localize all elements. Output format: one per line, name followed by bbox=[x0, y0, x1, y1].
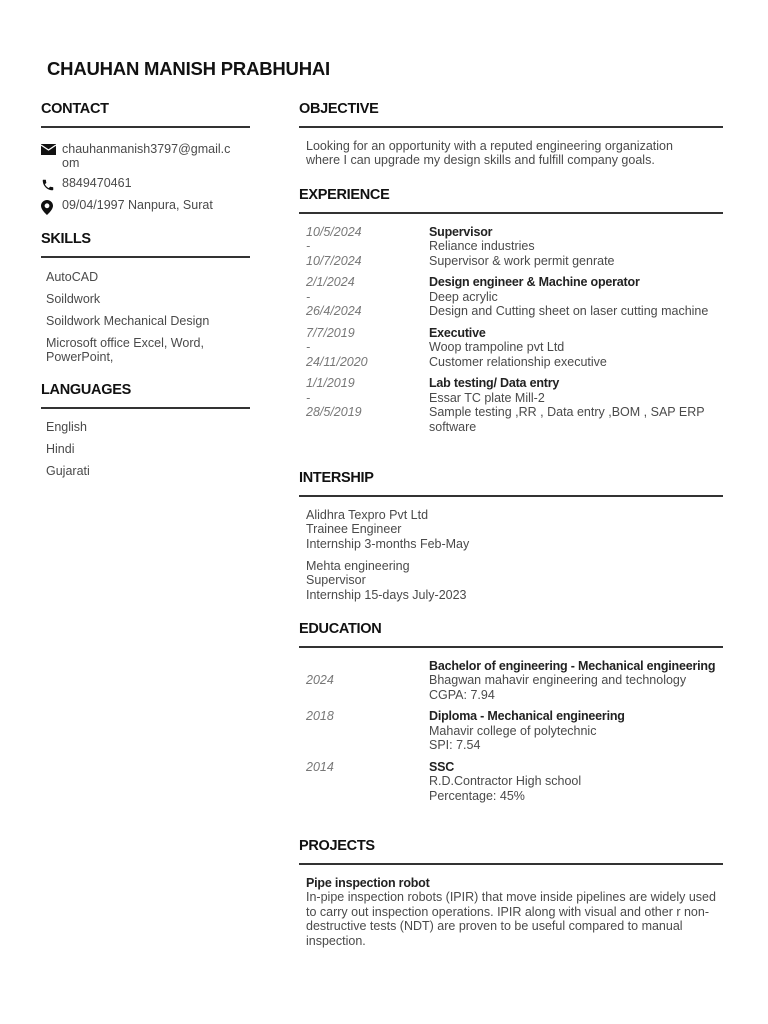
contact-section bbox=[41, 101, 250, 220]
degree: SSC bbox=[429, 759, 455, 774]
job-description: Customer relationship executive bbox=[429, 354, 607, 369]
skills-heading: SKILLS bbox=[41, 231, 91, 247]
school: Bhagwan mahavir engineering and technology bbox=[429, 673, 687, 687]
score: CGPA: 7.94 bbox=[429, 687, 495, 702]
divider bbox=[299, 495, 723, 497]
address: 09/04/1997 Nanpura, Surat bbox=[62, 197, 213, 212]
internship-heading: INTERSHIP bbox=[299, 470, 374, 486]
project-entry bbox=[299, 876, 719, 949]
school: R.D.Contractor High school bbox=[429, 774, 582, 788]
divider bbox=[299, 212, 723, 214]
location-pin-icon bbox=[41, 198, 62, 215]
phone-row bbox=[41, 176, 250, 192]
internship-entry bbox=[299, 559, 723, 603]
phone-number: 8849470461 bbox=[62, 176, 132, 190]
objective-heading: OBJECTIVE bbox=[299, 101, 379, 117]
objective-section bbox=[299, 101, 723, 168]
score: SPI: 7.54 bbox=[429, 738, 481, 752]
education-year: 2014 bbox=[306, 759, 334, 774]
divider bbox=[299, 863, 723, 865]
company: Deep acrylic bbox=[429, 289, 498, 304]
job-title: Supervisor bbox=[429, 224, 493, 239]
date-separator: - bbox=[306, 390, 311, 405]
job-title: Executive bbox=[429, 325, 486, 340]
envelope-icon bbox=[41, 142, 62, 155]
internship-company: Alidhra Texpro Pvt Ltd bbox=[306, 507, 429, 522]
candidate-name: CHAUHAN MANISH PRABHUHAI bbox=[47, 58, 330, 79]
job-description: Supervisor & work permit genrate bbox=[429, 253, 615, 268]
internship-role: Trainee Engineer bbox=[306, 522, 402, 536]
degree: Diploma - Mechanical engineering bbox=[429, 709, 625, 723]
start-date: 1/1/2019 bbox=[306, 376, 355, 390]
divider bbox=[41, 256, 250, 258]
internship-period: Internship 15-days July-2023 bbox=[306, 587, 467, 602]
job-description: Sample testing ,RR , Data entry ,BOM , SAP ERP software bbox=[429, 405, 705, 434]
contact-heading: CONTACT bbox=[41, 101, 109, 117]
languages-heading: LANGUAGES bbox=[41, 382, 131, 398]
projects-heading: PROJECTS bbox=[299, 838, 375, 854]
project-title: Pipe inspection robot bbox=[306, 875, 430, 890]
experience-section bbox=[299, 187, 723, 441]
internship-role: Supervisor bbox=[306, 573, 366, 587]
job-description: Design and Cutting sheet on laser cutting machine bbox=[429, 304, 709, 318]
experience-details bbox=[429, 275, 719, 319]
skill-item: AutoCAD bbox=[46, 269, 99, 284]
education-entry bbox=[299, 659, 723, 703]
end-date: 10/7/2024 bbox=[306, 253, 362, 268]
language-item: Hindi bbox=[46, 441, 75, 456]
company: Woop trampoline pvt Ltd bbox=[429, 340, 565, 354]
experience-dates bbox=[306, 275, 429, 319]
date-separator: - bbox=[306, 289, 311, 304]
address-row bbox=[41, 198, 250, 215]
education-details bbox=[429, 659, 719, 703]
experience-entry bbox=[299, 326, 723, 370]
languages-section bbox=[41, 382, 250, 478]
date-separator: - bbox=[306, 340, 311, 354]
email-line-1[interactable]: chauhanmanish3797@gmail.c bbox=[62, 141, 231, 156]
date-separator: - bbox=[306, 239, 311, 253]
degree: Bachelor of engineering - Mechanical engineering bbox=[429, 658, 716, 673]
end-date: 26/4/2024 bbox=[306, 304, 362, 318]
education-section bbox=[299, 621, 723, 810]
skill-item: Soildwork bbox=[46, 291, 101, 306]
company: Reliance industries bbox=[429, 239, 535, 253]
start-date: 7/7/2019 bbox=[306, 325, 355, 340]
experience-entry bbox=[299, 275, 723, 319]
project-description: In-pipe inspection robots (IPIR) that move inside pipelines are widely used to carry out inspection operations. IPIR along with visual and other r non-destructive tests (NDT) are proven to be useful compared to manual inspection. bbox=[306, 890, 716, 948]
education-entry bbox=[299, 709, 723, 753]
objective-text: Looking for an opportunity with a reputed engineering organization where I can upgrade my design skills and fulfill company goals. bbox=[306, 138, 673, 167]
skill-item: Microsoft office Excel, Word, PowerPoint, bbox=[46, 335, 204, 364]
email-row bbox=[41, 142, 250, 171]
experience-entry bbox=[299, 225, 723, 269]
internship-section bbox=[299, 470, 723, 602]
divider bbox=[299, 126, 723, 128]
internship-company: Mehta engineering bbox=[306, 558, 410, 573]
job-title: Design engineer & Machine operator bbox=[429, 275, 640, 289]
experience-entry bbox=[299, 376, 723, 434]
education-details bbox=[429, 709, 719, 753]
school: Mahavir college of polytechnic bbox=[429, 723, 597, 738]
experience-dates bbox=[306, 326, 429, 370]
education-year: 2018 bbox=[306, 709, 334, 723]
experience-dates bbox=[306, 225, 429, 269]
education-year: 2024 bbox=[306, 673, 334, 687]
company: Essar TC plate Mill-2 bbox=[429, 390, 545, 405]
skill-item: Soildwork Mechanical Design bbox=[46, 313, 210, 328]
experience-details bbox=[429, 326, 719, 370]
job-title: Lab testing/ Data entry bbox=[429, 376, 560, 390]
end-date: 28/5/2019 bbox=[306, 405, 362, 419]
language-item: Gujarati bbox=[46, 463, 90, 478]
start-date: 10/5/2024 bbox=[306, 224, 362, 239]
internship-entry bbox=[299, 508, 723, 552]
education-details bbox=[429, 760, 719, 804]
internship-period: Internship 3-months Feb-May bbox=[306, 536, 470, 551]
end-date: 24/11/2020 bbox=[306, 354, 368, 369]
education-heading: EDUCATION bbox=[299, 621, 382, 637]
phone-icon bbox=[41, 176, 62, 192]
skills-section bbox=[41, 231, 250, 365]
email-line-2[interactable]: om bbox=[62, 156, 80, 170]
experience-dates bbox=[306, 376, 429, 434]
education-entry bbox=[299, 760, 723, 804]
divider bbox=[299, 646, 723, 648]
experience-details bbox=[429, 376, 719, 434]
start-date: 2/1/2024 bbox=[306, 275, 355, 289]
experience-details bbox=[429, 225, 719, 269]
divider bbox=[41, 126, 250, 128]
divider bbox=[41, 407, 250, 409]
projects-section bbox=[299, 838, 723, 948]
language-item: English bbox=[46, 419, 87, 434]
experience-heading: EXPERIENCE bbox=[299, 187, 390, 203]
score: Percentage: 45% bbox=[429, 788, 525, 803]
